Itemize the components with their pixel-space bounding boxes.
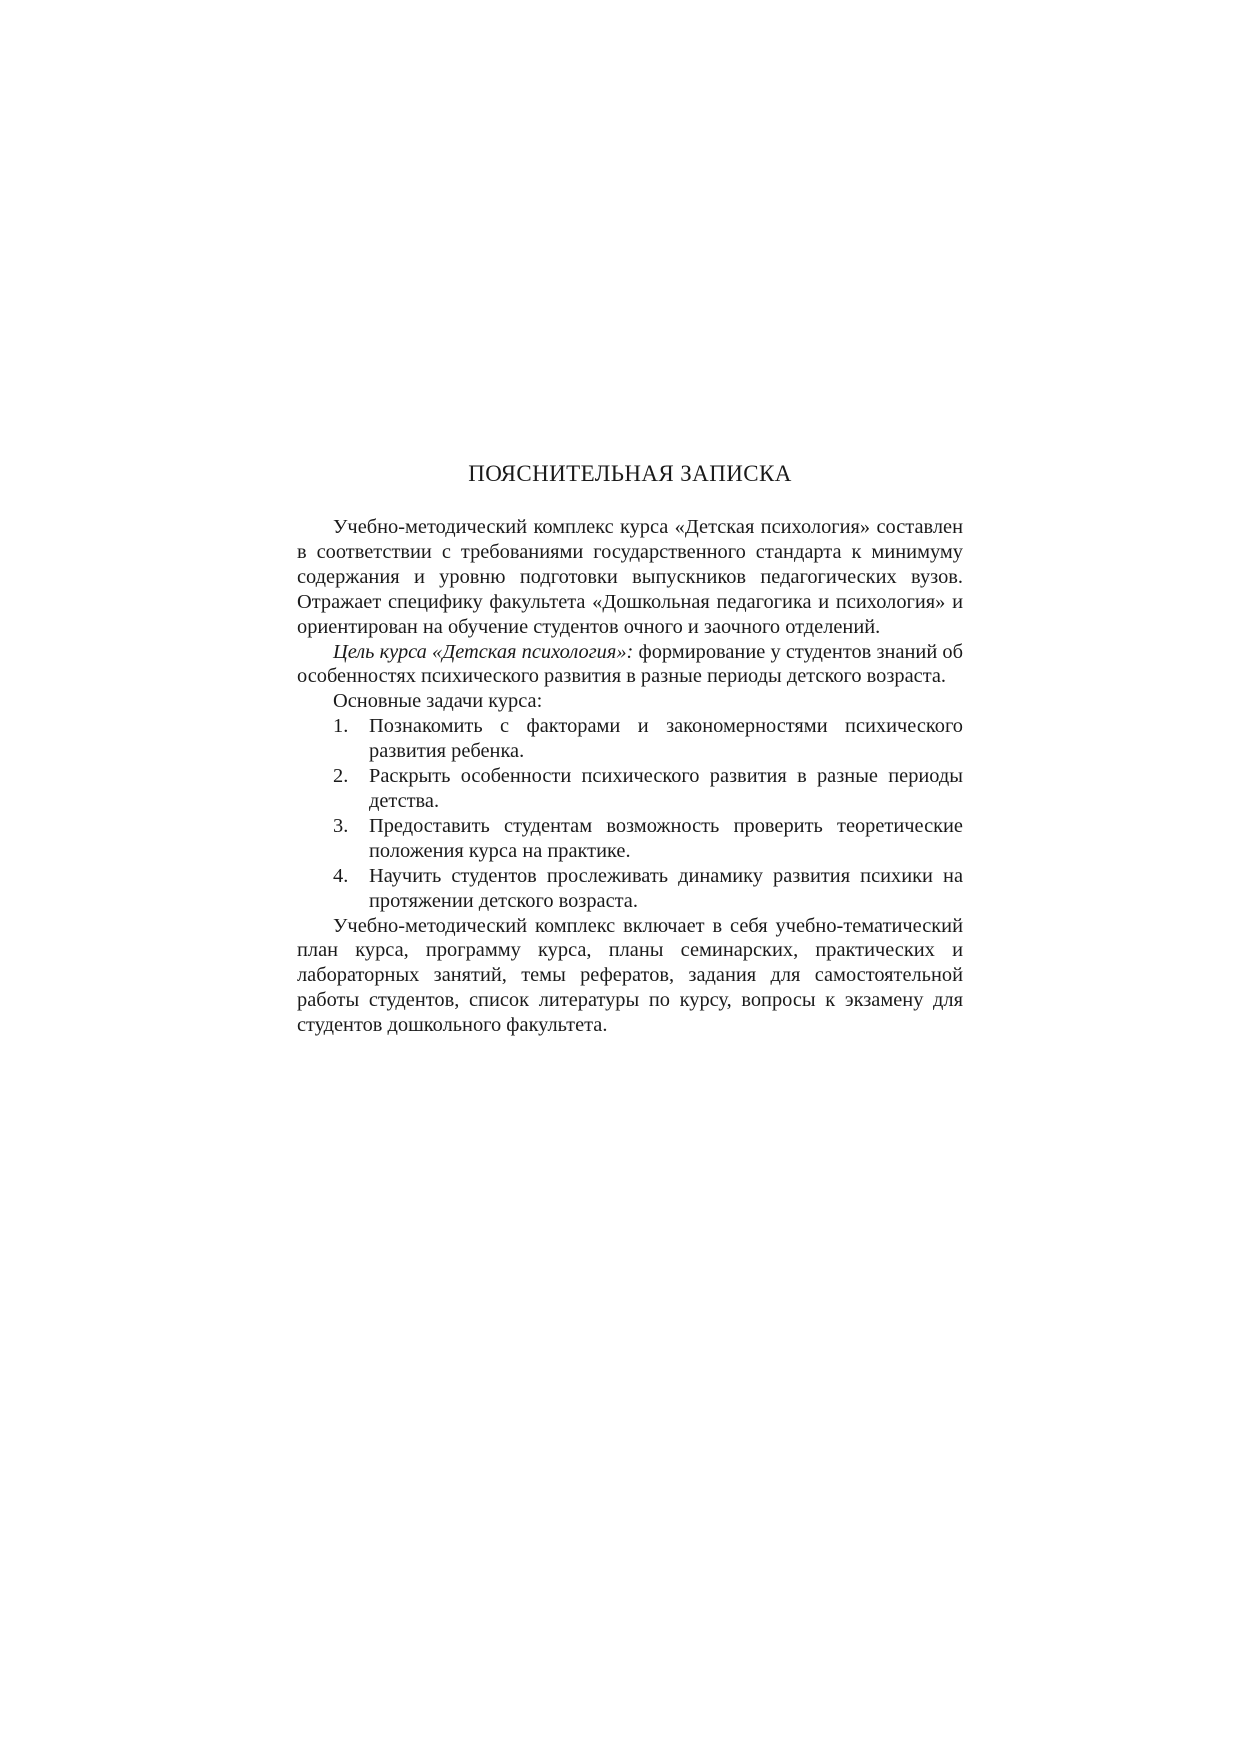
task-number: 3. [333, 814, 349, 837]
goal-label: Цель курса «Детская психология»: [333, 640, 634, 663]
task-text: Научить студентов прослеживать динамику развития психики на протяжении детского возраста. [369, 864, 963, 912]
list-item [297, 764, 963, 814]
list-item [297, 864, 963, 914]
closing-paragraph: Учебно-методический комплекс включает в себя учебно-тематический план курса, программу курса, планы семинарских, практических и лабораторных занятий, темы рефератов, задания для самостоятельной работы студентов, список литературы по курсу, вопросы к экзамену для студентов дошкольного факультета. [297, 914, 963, 1037]
task-text: Предоставить студентам возможность проверить теоретические положения курса на практике. [369, 814, 963, 862]
intro-paragraph: Учебно-методический комплекс курса «Детская психология» составлен в соответствии с требованиями государственного стандарта к минимуму содержания и уровню подготовки выпускников педагогических вузов. Отражает специфику факультета «Дошкольная педагогика и психология» и ориентирован на обучение студентов очного и заочного отделений. [297, 516, 963, 638]
goal-paragraph [297, 640, 963, 690]
task-text: Познакомить с факторами и закономерностями психического развития ребенка. [369, 715, 963, 763]
page-title: ПОЯСНИТЕЛЬНАЯ ЗАПИСКА [468, 461, 792, 486]
task-list [297, 714, 963, 913]
task-number: 1. [333, 715, 349, 738]
task-number: 2. [333, 765, 349, 788]
task-number: 4. [333, 864, 349, 887]
goal-text: формирование у студентов знаний об особенностях психического развития в разные периоды детского возраста. [297, 640, 963, 688]
list-item [297, 714, 963, 764]
list-item [297, 814, 963, 864]
task-text: Раскрыть особенности психического развития в разные периоды детства. [369, 765, 963, 812]
tasks-title: Основные задачи курса: [333, 690, 543, 713]
document-page [297, 459, 963, 1038]
